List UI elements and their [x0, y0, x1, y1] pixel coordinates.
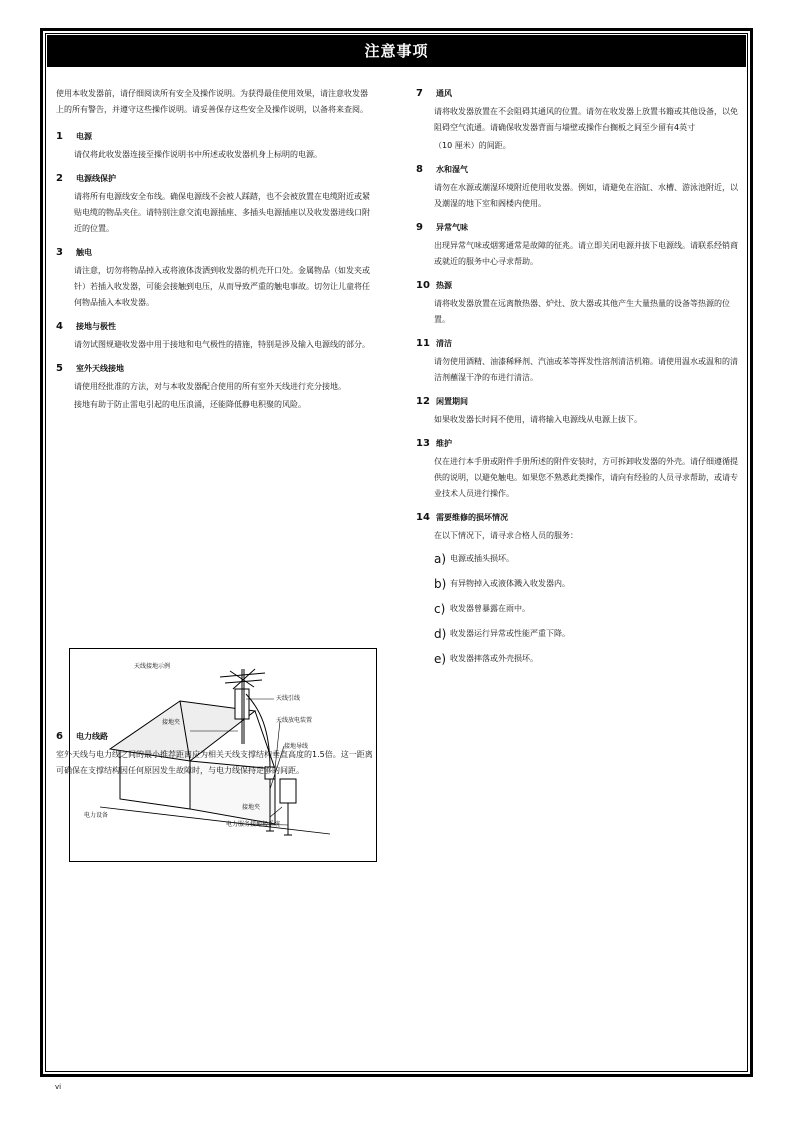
section-5 [56, 359, 374, 415]
section-body: （10 厘米）的间距。 [434, 141, 511, 150]
section-heading [416, 508, 738, 528]
list-item [416, 546, 738, 571]
section-body: 请注意，切勿将物品掉入或将液体泼洒到收发器的机壳开口处。金属物品（如发夹或针）若插入收发器，可能会接触到电压，从而导致严重的触电事故。切勿让儿童将任何物品插入本收发器。 [74, 266, 370, 307]
figure-title: 天线接地示例 [134, 663, 171, 670]
section-1 [56, 127, 374, 165]
section-13 [416, 434, 738, 504]
section-heading [416, 218, 738, 238]
section-title: 电力线路 [76, 732, 108, 741]
list-item-text: 收发器摔落或外壳损坏。 [450, 653, 538, 663]
section-title: 闲置期间 [436, 397, 468, 406]
section-body: 请将所有电源线安全布线。确保电源线不会被人踩踏，也不会被放置在电缆附近或紧贴电缆的物品夹住。请特别注意交流电源插座、多插头电源插座以及收发器进线口附近的位置。 [74, 192, 370, 233]
list-item-letter: d) [434, 626, 447, 641]
section-7 [416, 84, 738, 156]
section-title: 异常气味 [436, 223, 468, 232]
label-power-service-ground: 电力服务接地极系统 [226, 821, 281, 828]
section-number: 1 [56, 131, 63, 142]
section-heading [56, 727, 374, 747]
section-body: 接地有助于防止雷电引起的电压浪涌，还能降低静电积聚的风险。 [74, 400, 306, 409]
section-body: 请将收发器放置在不会阻碍其通风的位置。请勿在收发器上放置书籍或其他设备，以免阻碍空气流通。请确保收发器背面与墙壁或操作台搁板之间至少留有4英寸 [434, 107, 738, 132]
section-number: 8 [416, 164, 423, 175]
section-14 [416, 508, 738, 671]
left-column [56, 86, 374, 419]
list-item-letter: a) [434, 551, 447, 566]
section-heading [416, 276, 738, 296]
page-number: vi [55, 1083, 62, 1091]
section-4 [56, 317, 374, 355]
section-title: 水和湿气 [436, 165, 468, 174]
section-body: 出现异常气味或烟雾通常是故障的征兆。请立即关闭电源并拔下电源线。请联系经销商或就近的服务中心寻求帮助。 [434, 241, 738, 266]
list-item [416, 646, 738, 671]
damage-list [416, 546, 738, 671]
section-3 [56, 243, 374, 313]
section-number: 5 [56, 363, 63, 374]
section-heading [56, 127, 374, 147]
section-heading [56, 169, 374, 189]
section-9 [416, 218, 738, 272]
section-heading [56, 243, 374, 263]
section-heading [416, 434, 738, 454]
list-item-letter: e) [434, 651, 447, 666]
section-title: 室外天线接地 [76, 364, 124, 373]
section-number: 2 [56, 173, 63, 184]
list-item-text: 有异物掉入或液体溅入收发器内。 [450, 578, 570, 588]
section-title: 维护 [436, 439, 452, 448]
section-body: 仅在进行本手册或附件手册所述的附件安装时，方可拆卸收发器的外壳。请仔细遵循提供的说明，以避免触电。如果您不熟悉此类操作，请向有经验的人员寻求帮助，或请专业技术人员进行操作。 [434, 457, 738, 498]
section-title: 需要维修的损坏情况 [436, 513, 508, 522]
intro-paragraph: 使用本收发器前，请仔细阅读所有安全及操作说明。为获得最佳使用效果，请注意收发器上的所有警告，并遵守这些操作说明。请妥善保存这些安全及操作说明，以备将来查阅。 [56, 89, 368, 114]
section-number: 13 [416, 438, 430, 449]
section-body: 如果收发器长时间不使用，请将输入电源线从电源上拔下。 [434, 415, 642, 424]
section-number: 7 [416, 88, 423, 99]
section-12 [416, 392, 738, 430]
section-body: 请勿使用酒精、油漆稀释剂、汽油或苯等挥发性溶剂清洁机箱。请使用温水或温和的清洁剂蘸湿干净的布进行清洁。 [434, 357, 738, 382]
section-number: 3 [56, 247, 63, 258]
section-body: 室外天线与电力线之间的最小推荐距离应为相关天线支撑结构垂直高度的1.5倍。这一距离可确保在支撑结构因任何原因发生故障时，与电力线保持足够的间距。 [56, 750, 373, 775]
section-heading [56, 359, 374, 379]
list-item [416, 571, 738, 596]
list-item [416, 596, 738, 621]
section-title: 通风 [436, 89, 452, 98]
section-2 [56, 169, 374, 239]
section-title: 清洁 [436, 339, 452, 348]
section-title: 电源线保护 [76, 174, 116, 183]
section-body: 请勿在水源或潮湿环境附近使用收发器。例如，请避免在浴缸、水槽、游泳池附近，以及潮湿的地下室和阁楼内使用。 [434, 183, 738, 208]
section-number: 11 [416, 338, 430, 349]
list-item-text: 电源或插头损坏。 [450, 553, 514, 563]
section-number: 6 [56, 731, 63, 742]
section-heading [56, 317, 374, 337]
list-item-letter: b) [434, 576, 447, 591]
section-heading [416, 84, 738, 104]
section-number: 14 [416, 512, 430, 523]
label-discharge-unit: 天线放电装置 [276, 717, 313, 724]
list-item [416, 621, 738, 646]
section-number: 12 [416, 396, 430, 407]
list-item-text: 收发器运行异常或性能严重下降。 [450, 628, 570, 638]
list-item-letter: c) [434, 601, 446, 616]
left-sections [56, 127, 374, 415]
section-heading [416, 392, 738, 412]
right-column [416, 84, 738, 675]
page-title: 注意事项 [47, 35, 746, 67]
section-number: 9 [416, 222, 423, 233]
section-heading [416, 160, 738, 180]
right-sections [416, 84, 738, 504]
section-10 [416, 276, 738, 330]
section-lead: 在以下情况下，请寻求合格人员的服务： [434, 531, 578, 540]
label-ground-clamp-bottom: 接地夹 [242, 804, 261, 811]
section-6 [56, 727, 374, 779]
section-number: 10 [416, 280, 430, 291]
section-body: 请仅将此收发器连接至操作说明书中所述或收发器机身上标明的电源。 [74, 150, 322, 159]
section-body: 请将收发器放置在远离散热器、炉灶、放大器或其他产生大量热量的设备等热源的位置。 [434, 299, 730, 324]
label-ground-clamp-top: 接地夹 [162, 719, 181, 726]
section-title: 电源 [76, 132, 92, 141]
label-ground-conductor: 接地导线 [284, 743, 309, 750]
section-title: 触电 [76, 248, 92, 257]
section-title: 热源 [436, 281, 452, 290]
section-8 [416, 160, 738, 214]
section-number: 4 [56, 321, 63, 332]
section-body: 请勿试图规避收发器中用于接地和电气极性的措施，特别是涉及输入电源线的部分。 [74, 340, 370, 349]
section-body: 请使用经批准的方法，对与本收发器配合使用的所有室外天线进行充分接地。 [74, 382, 346, 391]
list-item-text: 收发器曾暴露在雨中。 [450, 603, 530, 613]
section-heading [416, 334, 738, 354]
label-power-equipment: 电力设备 [84, 812, 109, 819]
section-title: 接地与极性 [76, 322, 116, 331]
section-11 [416, 334, 738, 388]
label-antenna-lead-in: 天线引线 [276, 695, 301, 702]
